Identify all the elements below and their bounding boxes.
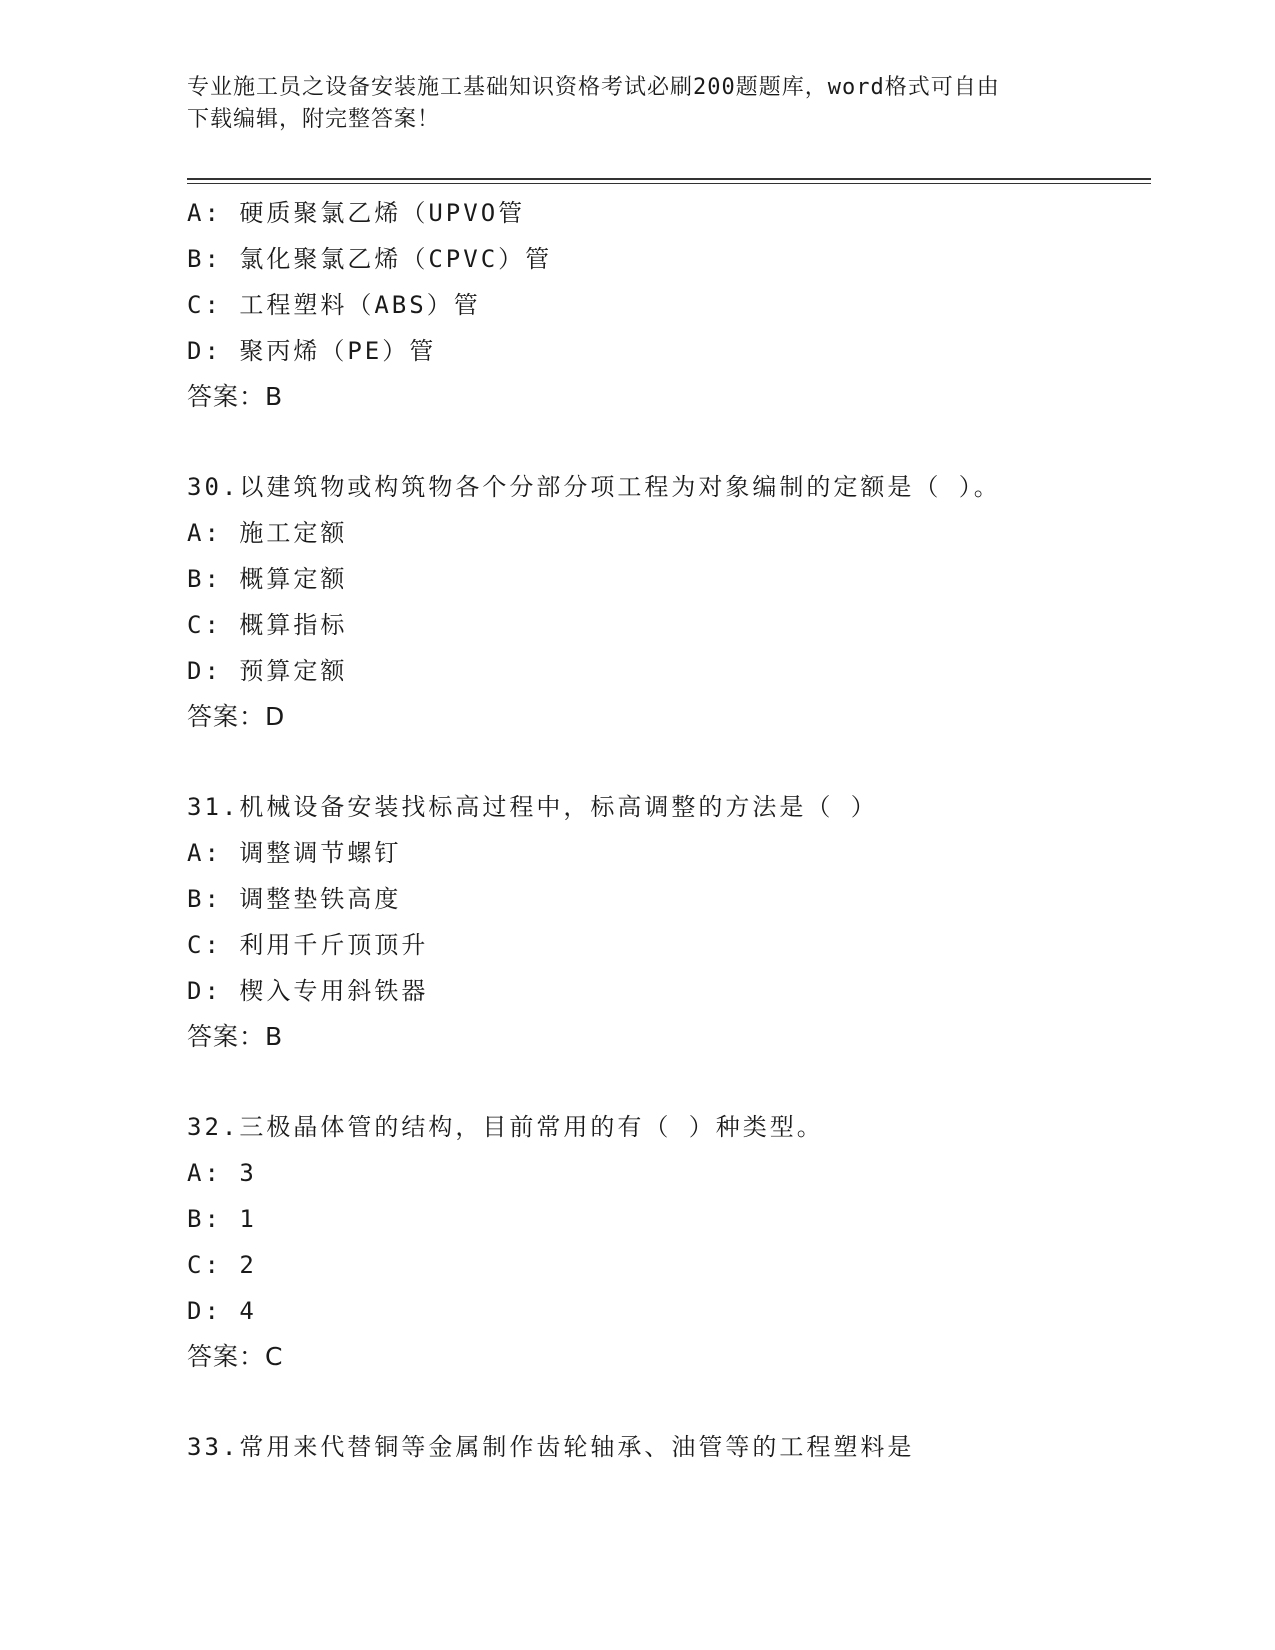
- answer-line: 答案：B: [187, 1022, 284, 1051]
- option-c: C: 2: [187, 1251, 257, 1279]
- question-text: 33.常用来代替铜等金属制作齿轮轴承、油管等的工程塑料是: [187, 1433, 915, 1461]
- answer-line: 答案：C: [187, 1342, 284, 1371]
- option-b: B: 调整垫铁高度: [187, 885, 402, 913]
- option-d: D: 4: [187, 1297, 257, 1325]
- question-block-33: [187, 1424, 1147, 1470]
- option-d: D: 聚丙烯（PE）管: [187, 337, 437, 365]
- question-block-31: [187, 784, 1147, 1060]
- option-a: A: 调整调节螺钉: [187, 839, 402, 867]
- question-text: 30.以建筑物或构筑物各个分部分项工程为对象编制的定额是（ ）。: [187, 473, 1001, 501]
- option-b: B: 1: [187, 1205, 257, 1233]
- question-list: [187, 190, 1147, 1470]
- option-d: D: 楔入专用斜铁器: [187, 977, 429, 1005]
- question-block-29: [187, 190, 1147, 420]
- document-header: [187, 72, 1087, 136]
- question-text: 32.三极晶体管的结构，目前常用的有（ ）种类型。: [187, 1113, 824, 1141]
- question-block-32: [187, 1104, 1147, 1380]
- option-d: D: 预算定额: [187, 657, 348, 685]
- header-line-2: 下载编辑，附完整答案！: [187, 107, 441, 132]
- option-b: B: 氯化聚氯乙烯（CPVC）管: [187, 245, 553, 273]
- option-b: B: 概算定额: [187, 565, 348, 593]
- option-c: C: 概算指标: [187, 611, 348, 639]
- answer-line: 答案：D: [187, 702, 286, 731]
- header-line-1: 专业施工员之设备安装施工基础知识资格考试必刷200题题库，word格式可自由: [187, 75, 1000, 100]
- option-a: A: 3: [187, 1159, 257, 1187]
- option-c: C: 利用千斤顶顶升: [187, 931, 429, 959]
- option-a: A: 施工定额: [187, 519, 348, 547]
- answer-line: 答案：B: [187, 382, 284, 411]
- option-a: A: 硬质聚氯乙烯（UPVO管: [187, 199, 526, 227]
- question-text: 31.机械设备安装找标高过程中，标高调整的方法是（ ）: [187, 793, 878, 821]
- question-block-30: [187, 464, 1147, 740]
- header-divider: [187, 178, 1151, 184]
- option-c: C: 工程塑料（ABS）管: [187, 291, 481, 319]
